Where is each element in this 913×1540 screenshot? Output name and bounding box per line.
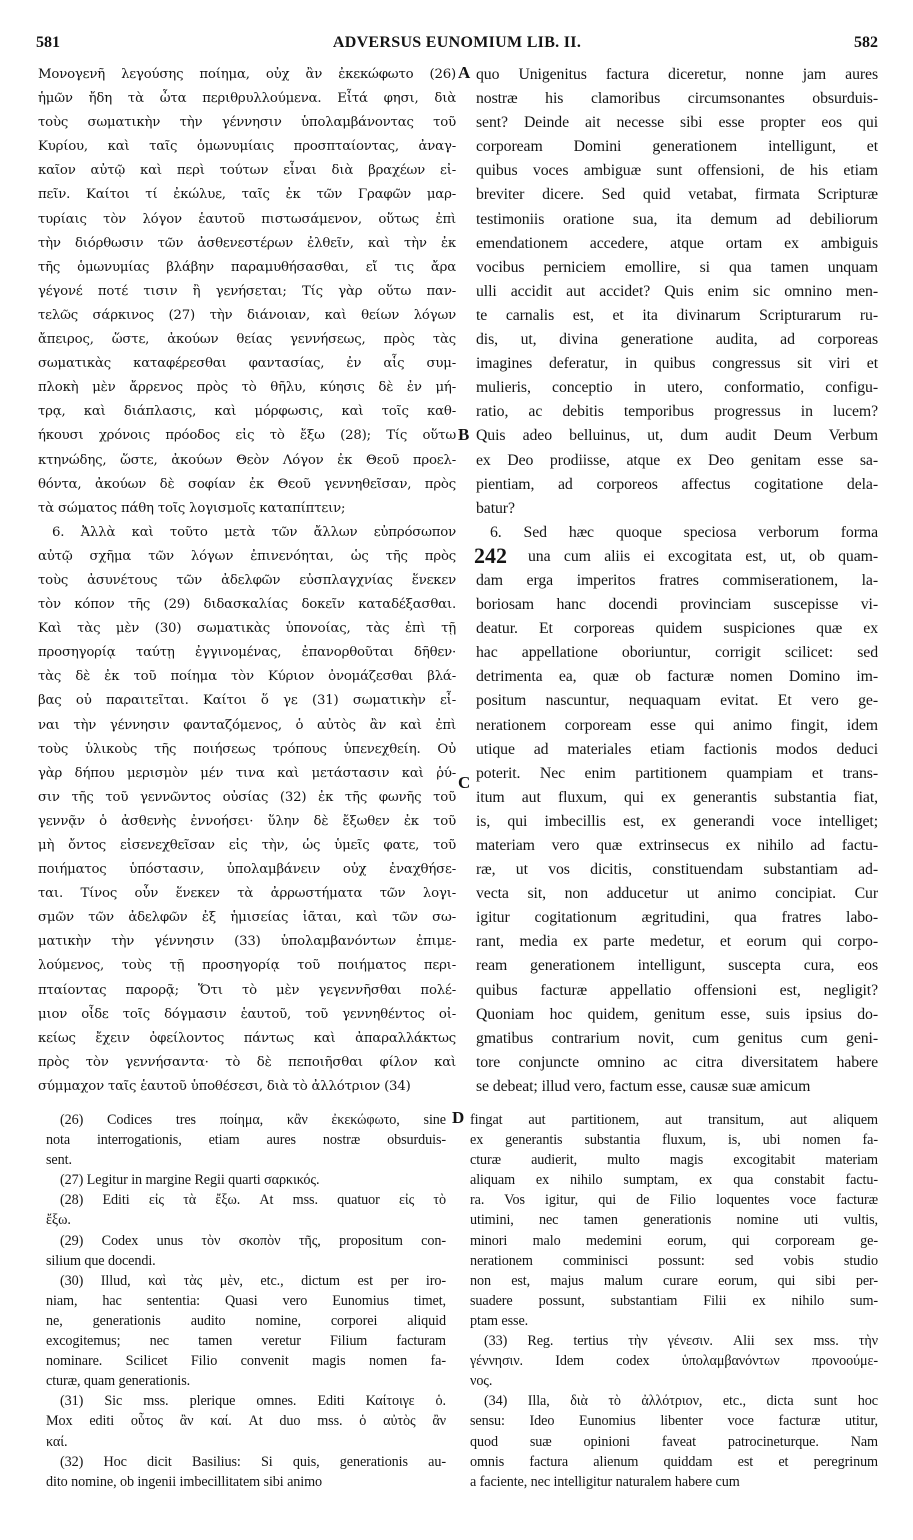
- latin-line: testimoniis oratione sua, ita demum ad debiliorum: [476, 210, 878, 228]
- latin-line: nerationem corpoream esse qui animo fingit, idem: [476, 716, 878, 734]
- footnotes-left: ἔξω.: [46, 1212, 71, 1229]
- latin-line: dis, ut, divina generatione audita, ad corporeas: [476, 331, 878, 349]
- greek-line: πρὸς τὸν γεννήσαντα· τὸ δὲ πεποιῆσθαι φίλον καὶ: [38, 1054, 456, 1070]
- footnotes-right: omnis factura alienum quiddam est et peregrinum: [470, 1453, 878, 1470]
- greek-line: γὰρ δήπου μερισμὸν μέν τινα καὶ μετάστασιν καὶ ῥύ-: [38, 765, 456, 781]
- greek-line: τοὺς ἀσυνέτους τῶν ἀδελφῶν εὐσπλαγχνίας ἕνεκεν: [38, 572, 456, 588]
- footnotes-left: (32) Hoc dicit Basilius: Si quis, generationis au-: [60, 1453, 446, 1470]
- latin-line: ream generationem intelligunt, suscepta cura, eos: [476, 957, 878, 975]
- greek-line: τοὺς ὑλικοὺς τῆς ποιήσεως τρόπους ὑπενεχθείη. Οὐ: [38, 741, 456, 757]
- greek-line: τὰς δὲ ἐκ τοῦ ποίημα τὸν Κύριον ὀνομάζεσθαι βλά-: [38, 669, 456, 685]
- latin-line: ræ, ut vos dicitis, constituendam substantiam ad-: [476, 861, 878, 879]
- latin-line: quibus voces ambiguæ sunt offensioni, de his etiam: [476, 162, 878, 180]
- footnotes-right: γέννησιν. Idem codex ὑπολαμβανόντων προνοούμε-: [470, 1353, 878, 1370]
- greek-line: βας οὐ παραιτεῖται. Καίτοι ὅ γε (31) σωματικὴν εἶ-: [38, 693, 456, 709]
- greek-line: λούμενος, τοὺς τῇ προσηγορίᾳ τοῦ ποιήματος περι-: [38, 958, 456, 974]
- section-marker-a: A: [458, 63, 471, 82]
- greek-line: σιν τῆς τοῦ γεννῶντος οὐσίας (32) ἐκ τῆς φωνῆς τοῦ: [38, 789, 456, 805]
- footnotes-right: ra. Vos igitur, qui de Filio loquentes voce facturæ: [470, 1192, 878, 1209]
- latin-line: ulli accidit aut accidet? Quis enim sic omnino men-: [476, 282, 878, 300]
- greek-line: Μονογενῆ λεγούσης ποίημα, οὐχ ἂν ἐκεκώφωτο (26): [38, 67, 456, 82]
- latin-line: tore conjuncte omnino ac citra diversitatem habere: [476, 1053, 878, 1071]
- latin-line: 6. Sed hæc quoque speciosa verborum forma: [490, 523, 878, 541]
- latin-line: deatur. Et corporeas quidem suspiciones quæ ex: [476, 620, 878, 638]
- latin-column: [476, 63, 878, 1099]
- latin-line: una cum aliis ei excogitata est, ut, ob quam-: [528, 547, 878, 565]
- latin-line: ratio, ac debitis temporibus progressus in lucem?: [476, 403, 878, 421]
- page-number-left: 581: [36, 34, 60, 51]
- section-marker-b: B: [458, 425, 470, 444]
- latin-line: rant, media ex parte medetur, et eorum qui corpo-: [476, 933, 878, 951]
- section-marker-d: D: [452, 1108, 465, 1127]
- latin-line: breviter dicere. Sed quid vetabat, firmata Scripturæ: [476, 186, 878, 204]
- greek-line: τὴν διόρθωσιν τῶν ἀσθενεστέρων ἐλθεῖν, καὶ τὴν ἐκ: [38, 235, 456, 251]
- greek-line: ναι τὴν γέννησιν φανταζόμενος, ὁ αὐτὸς ἂν καὶ ἐπὶ: [38, 717, 456, 733]
- footnotes-left: (27) Legitur in margine Regii quarti σαρκικός.: [60, 1172, 320, 1189]
- margin-page-number: 242: [474, 543, 507, 568]
- footnotes-right: fingat aut partitionem, aut transitum, aut aliquem: [470, 1112, 878, 1128]
- footnotes-left: nota interrogationis, etiam aures nostræ obsurduis-: [46, 1132, 446, 1149]
- latin-line: positum nascuntur, nequaquam evitat. Et vero ge-: [476, 692, 878, 710]
- footnotes-left: excogitemus; nec tamen veretur Filium facturam: [46, 1333, 446, 1350]
- latin-line: detrimenta ea, quæ ob facturæ nomen Domino im-: [476, 668, 878, 686]
- footnotes-right: (33) Reg. tertius τὴν γένεσιν. Alii sex mss. τὴν: [484, 1333, 878, 1350]
- footnotes-left: (28) Editi εἰς τὰ ἔξω. At mss. quatuor εἰς τὸ: [60, 1192, 446, 1209]
- page-header: [36, 34, 878, 56]
- section-marker-c: C: [458, 773, 471, 792]
- footnotes-right: cturæ audierit, multo magis excogitabit materiam: [470, 1152, 878, 1169]
- footnotes-right: utimini, nec tamen generationis nomine uti vultis,: [470, 1212, 878, 1229]
- greek-line: κείως ἔχειν ὀφείλοντος πάντως καὶ ἀπαραλλάκτως: [38, 1030, 456, 1046]
- footnotes-right: ex generantis substantia fluxum, is, ubi nomen fa-: [470, 1132, 878, 1149]
- footnotes-left: cturæ, quam generationis.: [46, 1373, 191, 1390]
- greek-line: σμῶν τῶν ἀδελφῶν ἐξ ἡμισείας ἰᾶται, καὶ τῶν σω-: [38, 910, 456, 926]
- greek-line: σύμμαχον ταῖς ἑαυτοῦ ὑποθέσεσι, διὰ τὸ ἀλλότριον (34): [38, 1078, 411, 1094]
- latin-line: poterit. Nec enim partitionem quampiam et trans-: [476, 764, 878, 782]
- latin-line: itum aut fluxum, qui ex generantis substantia fiat,: [476, 788, 878, 806]
- latin-line: materiam vero quæ extrinsecus ex nihilo ad factu-: [476, 837, 878, 854]
- greek-line: σωματικὰς καταφέρεσθαι φαντασίας, ἐν αἷς συμ-: [38, 356, 456, 372]
- latin-line: mulieris, conceptio in utero, conformatio, configu-: [476, 379, 878, 397]
- greek-line: τῆς ὁμωνυμίας βλάβην παραμυθήσασθαι, εἴ τις ἄρα: [38, 259, 456, 275]
- greek-line: ται. Τίνος οὖν ἕνεκεν τὰ ἀρρωστήματα τῶν λογι-: [38, 886, 456, 902]
- greek-line: Κυρίου, καὶ ταῖς ὁμωνυμίαις προσπταίοντας, ἀναγ-: [38, 139, 456, 155]
- greek-line: τελῶς σάρκινος (27) τὴν διάνοιαν, καὶ θείων λόγων: [38, 307, 456, 323]
- greek-line: πλοκὴ μὲν ἄρρενος πρὸς τὸ θῆλυ, κύησις δὲ ἐν μή-: [38, 380, 456, 396]
- page-number-right: 582: [854, 34, 878, 51]
- footnotes-left: καί.: [46, 1433, 68, 1450]
- latin-line: vecta sit, non adducetur ut animo concipiat. Cur: [476, 885, 878, 903]
- latin-line: dam erga imperitos fratres commiserationem, la-: [476, 571, 878, 589]
- footnotes-right: a faciente, nec intelligitur naturalem habere cum: [470, 1473, 740, 1490]
- greek-line: τυρίαις τὸν λόγον ἑαυτοῦ πιστωσάμενον, οὕτως ἐπὶ: [38, 211, 456, 227]
- latin-line: quibus facturæ appellatio offensioni est, negligit?: [476, 981, 878, 999]
- greek-line: Καὶ τὰς μὲν (30) σωματικὰς ὑπονοίας, τὰς ἐπὶ τῇ: [38, 621, 456, 637]
- latin-line: igitur cogitationum ægritudini, qua fratres labo-: [476, 909, 878, 927]
- greek-column: [38, 63, 456, 1099]
- greek-line: αὐτῷ σχῆμα τῶν λόγων ἐπινενόηται, ὡς τῆς πρὸς: [38, 548, 456, 564]
- footnotes-right: sensu: Ideo Eunomius libenter voce facturæ utitur,: [470, 1413, 878, 1430]
- latin-line: se debeat; illud vero, factum esse, causæ suæ amicum: [476, 1077, 811, 1095]
- latin-line: imagines deferatur, in quibus congressus sit viri et: [476, 355, 878, 373]
- greek-line: τοὺς σωματικὴν τὴν γέννησιν ὑπολαμβάνοντας τοῦ: [38, 115, 456, 131]
- greek-line: τρᾳ, καὶ διάπλασις, καὶ μόρφωσις, καὶ τοῖς καθ-: [38, 404, 456, 420]
- footnotes-right: quod suæ opinioni faveat patrocineturque. Nam: [470, 1433, 878, 1450]
- latin-line: corpoream Domini generationem intelligunt, et: [476, 138, 878, 156]
- footnotes-left: sent.: [46, 1152, 72, 1169]
- greek-line: καῖον αὐτῷ καὶ περὶ τούτων εἶναι διὰ βραχέων εἰ-: [38, 163, 456, 179]
- footnotes-left: [46, 1110, 446, 1492]
- footnotes-left: (30) Illud, καὶ τὰς μὲν, etc., dictum est per iro-: [60, 1272, 446, 1289]
- footnotes-right: non est, majus malum curare eorum, qui sibi per-: [470, 1272, 878, 1289]
- footnotes-right: ptam esse.: [470, 1312, 529, 1329]
- latin-line: batur?: [476, 499, 515, 517]
- greek-line: ἡμῶν ἤδη τὰ ὦτα περιθρυλλούμενα. Εἶτά φησι, διὰ: [38, 91, 456, 107]
- footnotes-right: minori malo medemini eorum, qui corpoream ge-: [470, 1232, 878, 1249]
- greek-line: γεννᾷν ὁ ἀσθενὴς ἐννοήσει· ὕλην δὲ ἔξωθεν ἐκ τοῦ: [38, 813, 456, 829]
- running-title: ADVERSUS EUNOMIUM LIB. II.: [332, 34, 582, 51]
- latin-line: Quis adeo belluinus, ut, dum audit Deum Verbum: [476, 427, 878, 445]
- latin-line: vocibus perniciem emollire, si qua tamen unquam: [476, 258, 878, 276]
- greek-line: ματικὴν τὴν γέννησιν (33) ὑπολαμβανόντων ἐπιμε-: [38, 934, 456, 950]
- greek-line: θόντα, ἀκούων δὲ σοφίαν ἐκ Θεοῦ γεννηθεῖσαν, πρὸς: [38, 476, 456, 492]
- greek-line: ποιήματος ὑπόστασιν, ὑπολαμβάνειν οὐχ ἐναχθήσε-: [38, 862, 456, 878]
- latin-line: boriosam hanc docendi provinciam suscepisse vi-: [476, 596, 878, 614]
- latin-line: pientiam, ad corporeos affectus cogitatione dela-: [476, 475, 878, 493]
- greek-line: γέγονέ ποτέ τισιν ἢ γενήσεται; Τίς γὰρ οὕτω παν-: [38, 283, 456, 299]
- footnotes-right: nerationem comminisci possunt: sed vobis studio: [470, 1252, 878, 1269]
- footnotes-left: silium que docendi.: [46, 1252, 156, 1269]
- greek-line: πεῖν. Καίτοι τί ἐκώλυε, ταῖς ἐκ τῶν Γραφῶν μαρ-: [38, 187, 456, 203]
- footnotes-left: niam, hac sententia: Quasi vero Eunomius timet,: [46, 1292, 446, 1309]
- latin-line: is, qui imbecillis est, ex generandi voce intelliget;: [476, 812, 878, 830]
- footnotes-left: Mox editi οὗτος ἂν καί. At duo mss. ὁ αὐτὸς ἂν: [46, 1413, 446, 1430]
- footnotes-right: (34) Illa, διὰ τὸ ἀλλότριον, etc., dicta sunt hoc: [484, 1393, 878, 1410]
- footnotes-left: (29) Codex unus τὸν σκοπὸν τῆς, propositum con-: [60, 1232, 446, 1249]
- footnotes-left: nominare. Scilicet Filio convenit magis nomen fa-: [46, 1353, 446, 1370]
- footnotes-left: (31) Sic mss. plerique omnes. Editi Καίτοιγε ὁ.: [60, 1393, 446, 1410]
- greek-line: τὸν κόπον τῆς (29) διδασκαλίας δοκεῖν καταδέξασθαι.: [38, 597, 456, 613]
- greek-line: προσηγορίᾳ ταύτῃ ἐγγινομένας, ἐπανορθοῦται δῆθεν·: [38, 645, 456, 661]
- latin-line: emendationem accedere, atque ortam ex ambiguis: [476, 234, 878, 252]
- latin-line: quo Unigenitus factura diceretur, nonne jam aures: [476, 66, 878, 83]
- latin-line: Quoniam hoc quidem, genitum esse, suis ipsius do-: [476, 1005, 878, 1023]
- latin-line: nostræ his clamoribus circumsonantes obsurduis-: [476, 90, 878, 108]
- footnotes-right: [470, 1110, 878, 1492]
- latin-line: ex Deo prodiisse, atque ex Deo genitam esse sa-: [476, 451, 878, 469]
- footnotes-left: ne, generationis audito nomine, corporei aliquid: [46, 1312, 446, 1329]
- greek-line: πταίοντας παρορᾷ; Ὅτι τὸ μὲν γεγεννῆσθαι πολέ-: [38, 982, 456, 998]
- greek-line: ἄπειρος, ὥστε, ἀκούων θείας γεννήσεως, πρὸς τὰς: [38, 332, 456, 348]
- latin-line: te carnalis est, et ita divinarum Scripturarum ru-: [476, 306, 878, 324]
- greek-line: 6. Ἀλλὰ καὶ τοῦτο μετὰ τῶν ἄλλων εὐπρόσωπον: [52, 524, 456, 540]
- latin-line: sent? Deinde ait necesse sibi esse propter eos qui: [476, 114, 878, 132]
- greek-line: ήκουσι χρόνοις πρόοδος εἰς τὸ ἔξω (28); Τίς οὕτω: [38, 428, 456, 444]
- footnotes-right: aliquam ex nihilo sumptam, ex qua constabit factu-: [470, 1172, 878, 1189]
- footnotes-left: (26) Codices tres ποίημα, κἂν ἐκεκώφωτο, sine: [60, 1112, 446, 1128]
- footnotes-right: νος.: [470, 1373, 493, 1390]
- greek-line: τὰ σώματος πάθη τοῖς λογισμοῖς καταπίπτειν;: [38, 500, 346, 516]
- latin-line: gmatibus contrarium novit, cum genitus cum geni-: [476, 1029, 878, 1047]
- greek-line: μιον οἶδε τοῖς δόγμασιν ἑαυτοῦ, τοῦ γεννηθέντος οἰ-: [38, 1006, 456, 1022]
- latin-line: utique ad materiales etiam factionis modos deduci: [476, 740, 878, 758]
- footnotes-left: dito nomine, ob ingenii imbecillitatem sibi animo: [46, 1473, 323, 1490]
- latin-line: hac appellatione oboriuntur, corrigit scilicet: sed: [476, 644, 878, 662]
- greek-line: κτηνώδης, ὥστε, ἀκούων Θεὸν Λόγον ἐκ Θεοῦ προελ-: [38, 452, 456, 468]
- greek-line: μὴ ὄντος εἰσενεχθεῖσαν εἰς τὴν, ὡς ὑμεῖς φατε, τοῦ: [38, 838, 456, 853]
- footnotes-right: suadere possunt, substantiam Filii ex nihilo sum-: [470, 1292, 878, 1309]
